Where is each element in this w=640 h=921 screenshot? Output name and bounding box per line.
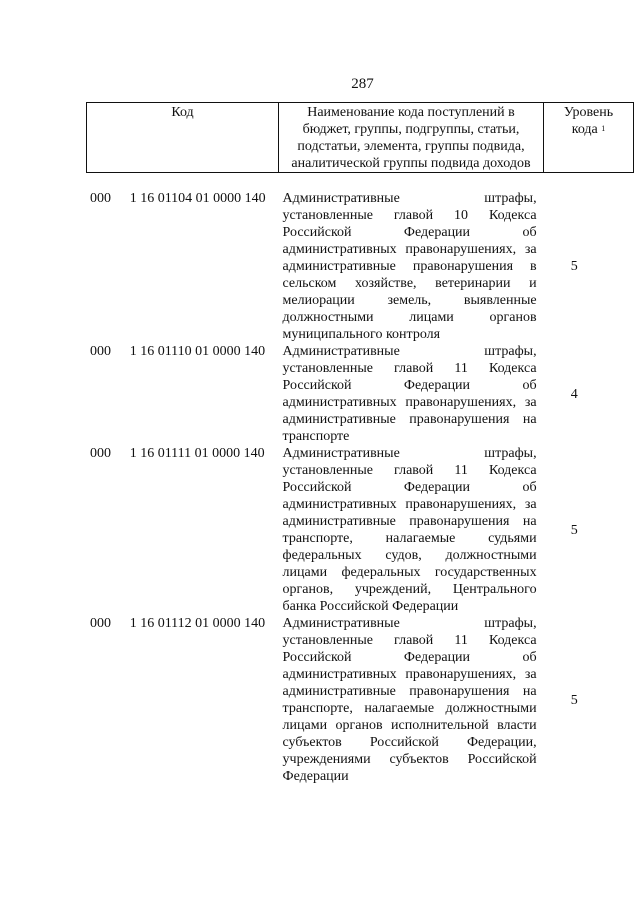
code-level: 5 <box>570 259 578 274</box>
header-name-line: аналитической группы подвида доходов <box>291 156 531 171</box>
revenue-name-line: административные правонарушения на <box>282 514 537 529</box>
revenue-name <box>283 190 537 343</box>
revenue-name-line: должностными лицами органов <box>282 310 537 325</box>
revenue-name-line: банка Российской Федерации <box>282 599 459 614</box>
revenue-name-line: административные правонарушения на <box>282 412 537 427</box>
table-row <box>86 445 612 615</box>
table-row <box>86 343 612 445</box>
header-level-line: Уровень <box>563 105 614 120</box>
header-code: Код <box>87 103 279 173</box>
admin-code: 000 <box>90 191 111 206</box>
revenue-name-line: мелиорации земель, выявленные <box>282 293 537 308</box>
revenue-name-line: административных правонарушениях, за <box>282 497 537 512</box>
revenue-name-line: транспорте, налагаемые должностными <box>282 701 537 716</box>
table-header <box>86 102 634 173</box>
revenue-name-line: Российской Федерации об <box>282 225 537 240</box>
admin-code: 000 <box>90 616 111 631</box>
revenue-name-line: Российской Федерации об <box>282 378 537 393</box>
revenue-name-line: транспорте, налагаемые судьями <box>282 531 537 546</box>
revenue-name-line: установленные главой 11 Кодекса <box>282 361 537 376</box>
revenue-name <box>283 615 537 785</box>
header-name-line: подстатьи, элемента, группы подвида, <box>297 139 525 154</box>
table-body <box>86 190 612 785</box>
revenue-name-line: административных правонарушениях, за <box>282 667 537 682</box>
revenue-name-line: Российской Федерации об <box>282 650 537 665</box>
revenue-name-line: органов, учреждений, Центрального <box>282 582 537 597</box>
table-row <box>86 190 612 343</box>
revenue-name <box>283 343 537 445</box>
header-level-text: кода <box>571 122 598 137</box>
revenue-name-line: административных правонарушениях, за <box>282 395 537 410</box>
revenue-name-line: Административные штрафы, <box>282 616 537 631</box>
revenue-name-line: транспорте <box>282 429 350 444</box>
header-level-line-2 <box>547 121 630 138</box>
revenue-name-line: Российской Федерации об <box>282 480 537 495</box>
revenue-name <box>283 445 537 615</box>
revenue-code: 1 16 01104 01 0000 140 <box>129 191 266 206</box>
revenue-name-line: Административные штрафы, <box>282 191 537 206</box>
header-name <box>279 103 544 173</box>
revenue-name-line: учреждениями субъектов Российской <box>282 752 537 767</box>
revenue-name-line: Административные штрафы, <box>282 344 537 359</box>
header-name-line: бюджет, группы, подгруппы, статьи, <box>302 122 520 137</box>
header-name-line: Наименование кода поступлений в <box>307 105 515 120</box>
revenue-name-line: Административные штрафы, <box>282 446 537 461</box>
revenue-name-line: муниципального контроля <box>282 327 441 342</box>
revenue-code: 1 16 01112 01 0000 140 <box>129 616 266 631</box>
footnote-marker: 1 <box>601 124 606 133</box>
revenue-name-line: установленные главой 11 Кодекса <box>282 633 537 648</box>
code-level: 5 <box>570 522 578 538</box>
revenue-name-line: Федерации <box>282 769 349 784</box>
code-level: 5 <box>570 692 578 708</box>
admin-code: 000 <box>90 344 111 359</box>
table-row <box>86 615 612 785</box>
code-level: 4 <box>570 386 578 402</box>
revenue-name-line: сельском хозяйстве, ветеринарии и <box>282 276 537 291</box>
revenue-name-line: субъектов Российской Федерации, <box>282 735 537 750</box>
revenue-name-line: лицами органов исполнительной власти <box>282 718 537 733</box>
revenue-name-line: административных правонарушениях, за <box>282 242 537 257</box>
revenue-name-line: административные правонарушения в <box>282 259 537 274</box>
revenue-name-line: федеральных судов, должностными <box>282 548 537 563</box>
revenue-name-line: установленные главой 10 Кодекса <box>282 208 537 223</box>
header-level <box>544 103 634 173</box>
revenue-name-line: административные правонарушения на <box>282 684 537 699</box>
revenue-code: 1 16 01111 01 0000 140 <box>129 446 265 461</box>
page-number: 287 <box>351 76 374 92</box>
admin-code: 000 <box>90 446 111 461</box>
revenue-name-line: лицами федеральных государственных <box>282 565 537 580</box>
revenue-code: 1 16 01110 01 0000 140 <box>129 344 266 359</box>
revenue-name-line: установленные главой 11 Кодекса <box>282 463 537 478</box>
